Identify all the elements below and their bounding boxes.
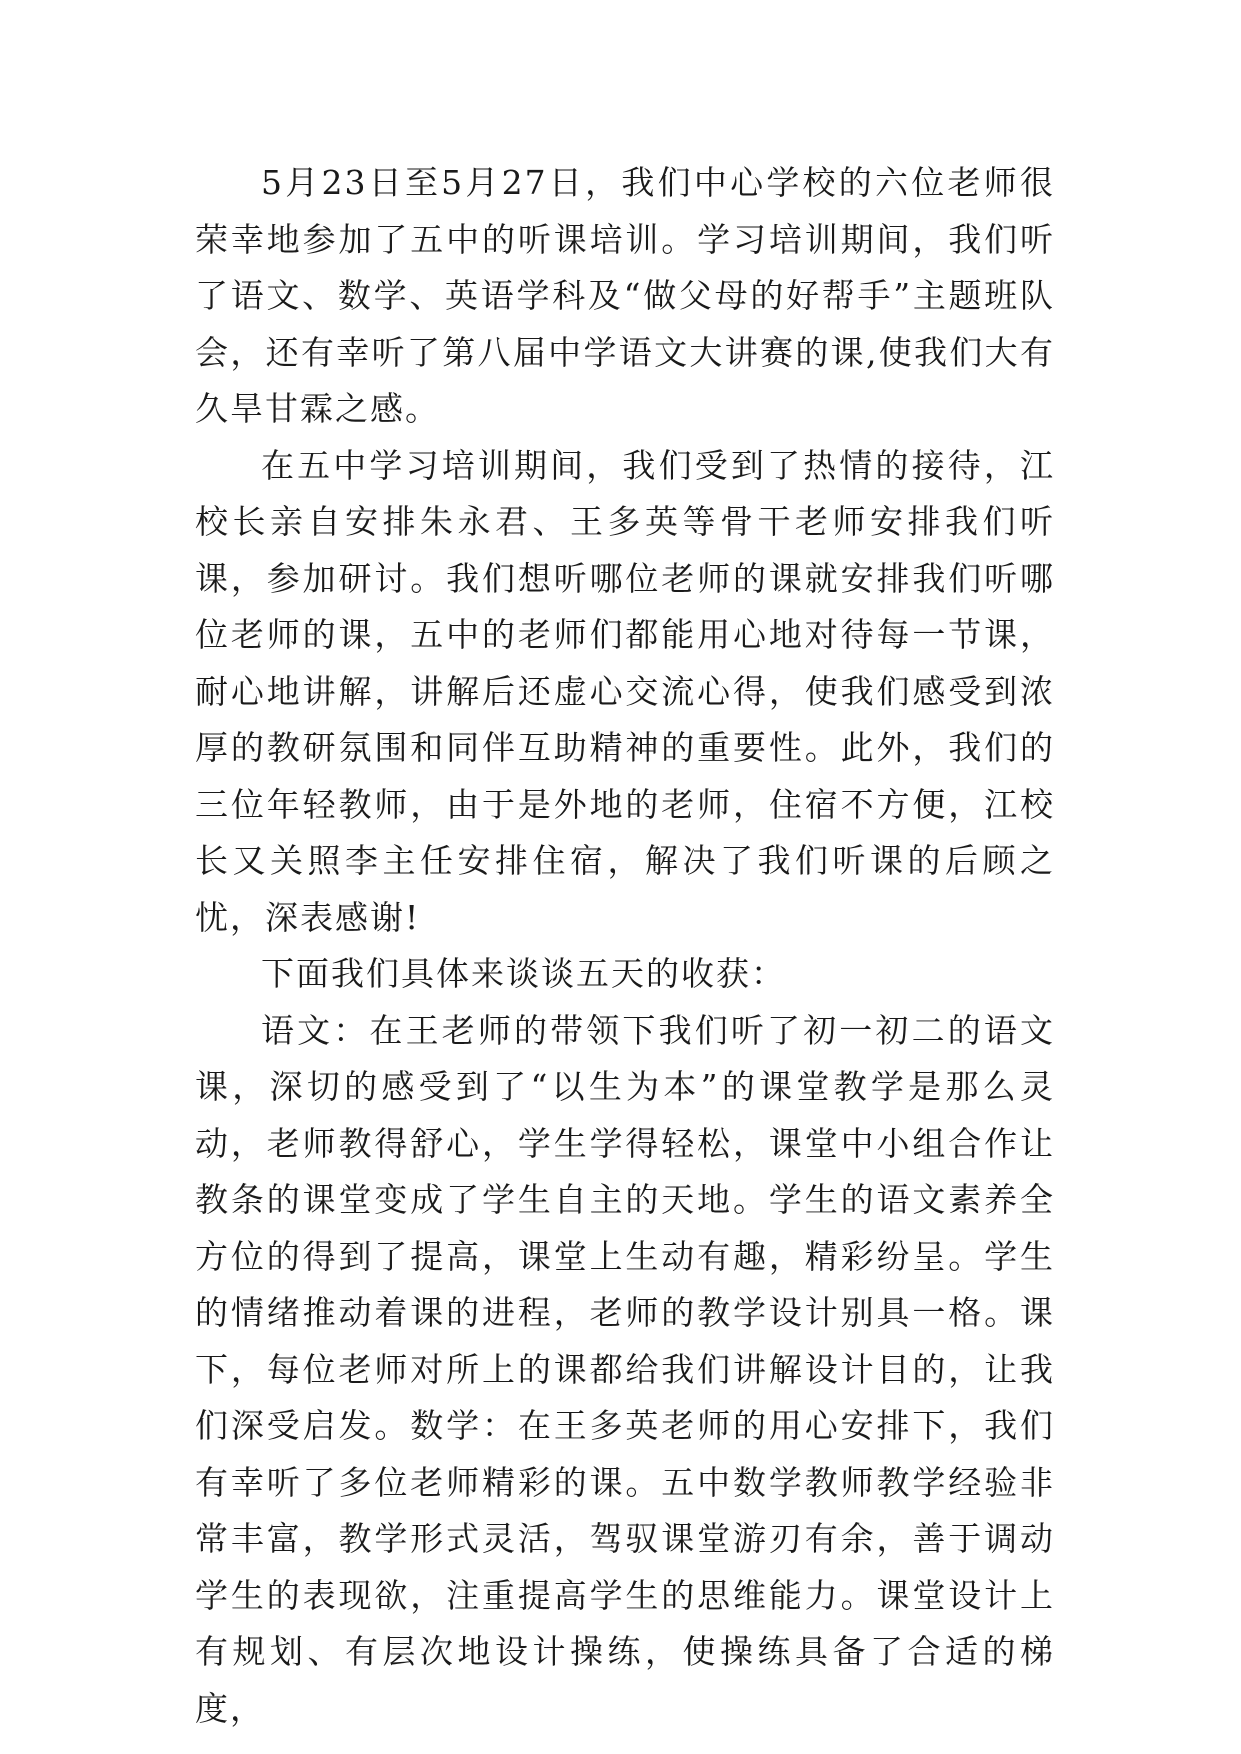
paragraph-subjects: 语文：在王老师的带领下我们听了初一初二的语文课，深切的感受到了“以生为本”的课堂教学是那么灵动，老师教得舒心，学生学得轻松，课堂中小组合作让教条的课堂变成了学生自主的天地。学生的语文素养全方位的得到了提高，课堂上生动有趣，精彩纷呈。学生的情绪推动着课的进程，老师的教学设计别具一格。课下，每位老师对所上的课都给我们讲解设计目的，让我们深受启发。数学：在王多英老师的用心安排下，我们有幸听了多位老师精彩的课。五中数学教师教学经验非常丰富，教学形式灵活，驾驭课堂游刃有余，善于调动学生的表现欲，注重提高学生的思维能力。课堂设计上有规划、有层次地设计操练，使操练具备了合适的梯度，: [195, 1010, 1055, 1728]
paragraph-intro: 5月23日至5月27日，我们中心学校的六位老师很荣幸地参加了五中的听课培训。学习培训期间，我们听了语文、数学、英语学科及“做父母的好帮手”主题班队会，还有幸听了第八届中学语文大讲赛的课,使我们大有久旱甘霖之感。: [195, 163, 1055, 428]
paragraph-reception: 在五中学习培训期间，我们受到了热情的接待，江校长亲自安排朱永君、王多英等骨干老师安排我们听课，参加研讨。我们想听哪位老师的课就安排我们听哪位老师的课，五中的老师们都能用心地对待每一节课，耐心地讲解，讲解后还虚心交流心得，使我们感受到浓厚的教研氛围和同伴互助精神的重要性。此外，我们的三位年轻教师，由于是外地的老师，住宿不方便，江校长又关照李主任安排住宿，解决了我们听课的后顾之忧，深表感谢!: [195, 445, 1055, 937]
document-body: [195, 155, 1055, 1737]
paragraph-harvest-intro: 下面我们具体来谈谈五天的收获：: [261, 954, 786, 993]
